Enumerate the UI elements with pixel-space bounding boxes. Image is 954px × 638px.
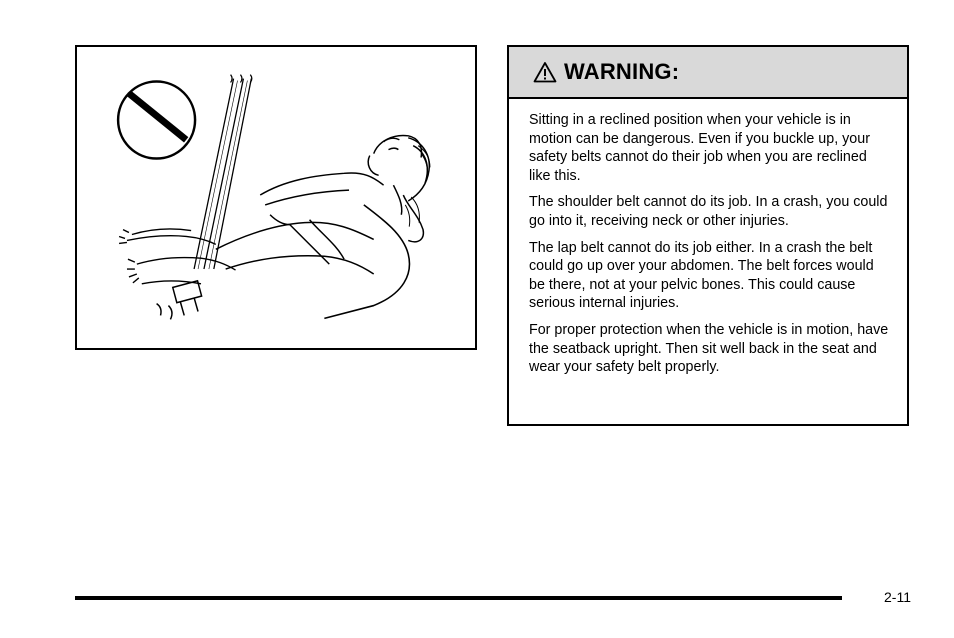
no-symbol-icon xyxy=(118,82,195,159)
warning-paragraph: For proper protection when the vehicle is in motion, have the seatback upright. Then sit well back in the seat and wear your safety belt properly. xyxy=(529,321,889,376)
page-number: 2-11 xyxy=(884,589,911,605)
warning-header xyxy=(509,47,907,99)
warning-box xyxy=(507,45,909,426)
reclined-passenger-illustration xyxy=(77,47,475,348)
warning-triangle-icon xyxy=(533,61,557,83)
warning-paragraph: Sitting in a reclined position when your vehicle is in motion can be dangerous. Even if you buckle up, your safety belts cannot do their job when you are reclined like this. xyxy=(529,112,870,184)
warning-paragraph: The shoulder belt cannot do its job. In a crash, you could go into it, receiving neck or other injuries. xyxy=(529,194,888,229)
warning-body xyxy=(509,99,907,377)
footer-rule xyxy=(75,596,842,600)
warning-paragraph: The lap belt cannot do its job either. In a crash the belt could go up over your abdomen. The belt forces would be there, not at your pelvic bones. This could cause serious internal injuries. xyxy=(529,239,874,312)
warning-title: WARNING: xyxy=(564,59,680,84)
illustration-frame xyxy=(75,45,477,350)
